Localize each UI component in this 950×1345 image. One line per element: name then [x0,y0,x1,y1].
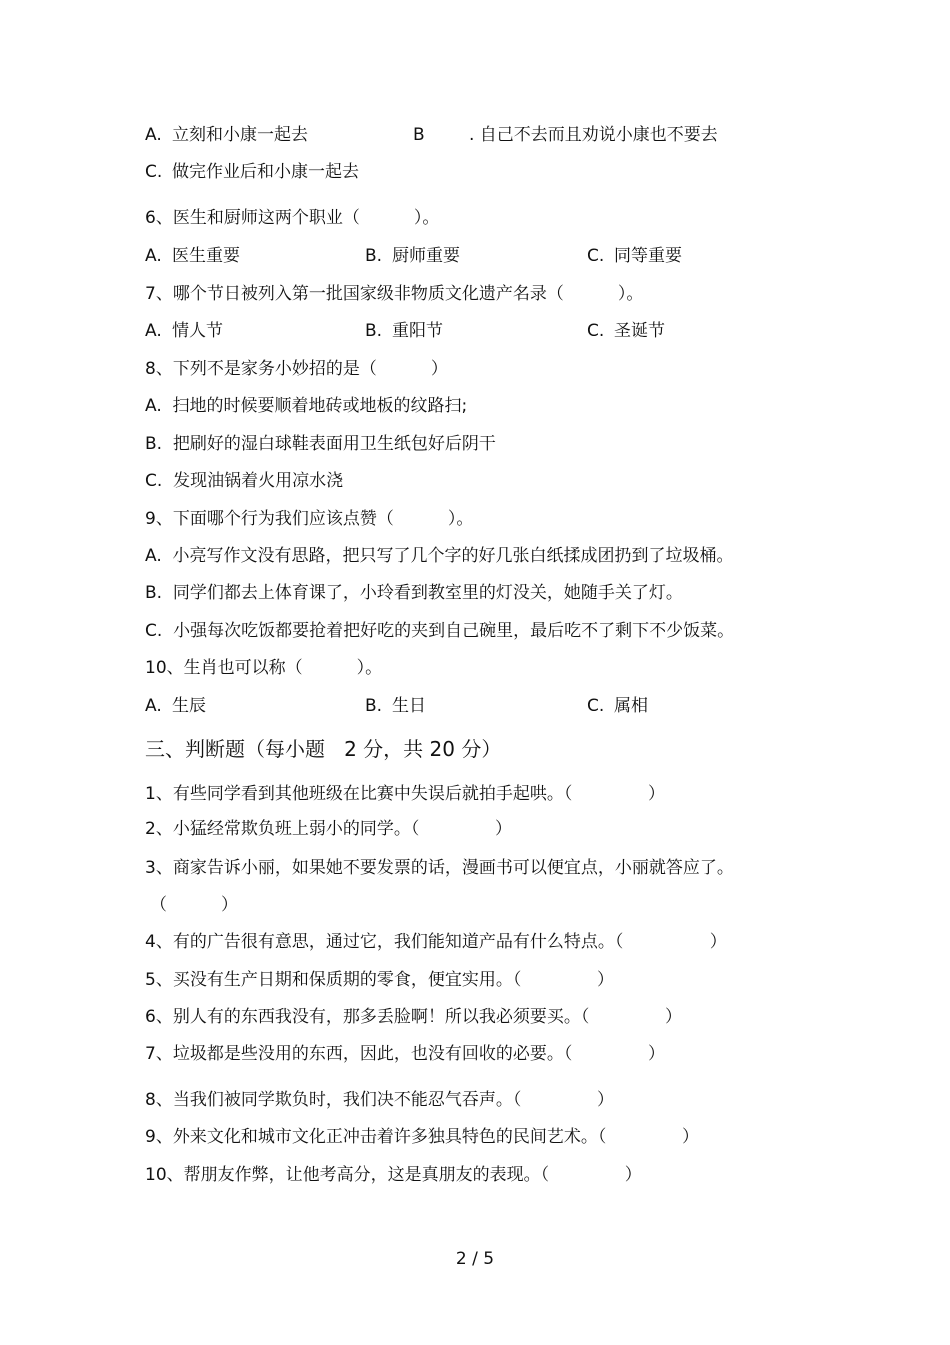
q7-option-b [365,320,443,342]
judge-item-3-paren: （ ） [150,895,239,915]
q6-option-b-letter: B. [365,246,383,266]
q7-option-c [587,320,665,342]
q7-option-c-letter: C. [587,321,605,341]
q7-option-b-text: 重阳节 [392,321,443,341]
q5-option-c [145,161,359,183]
q9-option-c: C. 小强每次吃饭都要抢着把好吃的夹到自己碗里，最后吃不了剩下不少饭菜。 [145,621,735,641]
q8-option-c: C. 发现油锅着火用凉水浇 [145,471,344,491]
q10-option-b-letter: B. [365,696,383,716]
judge-item-10: 10、帮朋友作弊，让他考高分，这是真朋友的表现。（ ） [145,1165,642,1185]
q6-option-b-text: 厨师重要 [392,246,460,266]
q6-option-a-text: 医生重要 [172,246,240,266]
q5-option-b [413,124,718,146]
q7-option-a-letter: A. [145,321,162,341]
judge-item-4: 4、有的广告很有意思，通过它，我们能知道产品有什么特点。（ ） [145,932,727,952]
q7-option-c-text: 圣诞节 [614,321,665,341]
q10-option-c [587,695,648,717]
section-3-heading: 三、判断题（每小题 2 分，共 20 分） [145,737,502,761]
q10-option-b-text: 生日 [392,696,426,716]
q7-option-a [145,320,223,342]
page-number: 2 / 5 [455,1249,495,1269]
q9-option-b: B. 同学们都去上体育课了，小玲看到教室里的灯没关，她随手关了灯。 [145,583,683,603]
judge-item-2: 2、小猛经常欺负班上弱小的同学。（ ） [145,819,512,839]
q9-option-a: A. 小亮写作文没有思路，把只写了几个字的好几张白纸揉成团扔到了垃圾桶。 [145,546,734,566]
judge-item-1: 1、有些同学看到其他班级在比赛中失误后就拍手起哄。（ ） [145,784,665,804]
q5-option-a-text: 立刻和小康一起去 [172,125,308,145]
q10-option-c-letter: C. [587,696,605,716]
q6-option-c [587,245,682,267]
q5-option-c-text: 做完作业后和小康一起去 [172,162,359,182]
q6-option-a [145,245,240,267]
q5-option-b-letter: B [413,125,425,145]
q10-option-b [365,695,426,717]
q6-option-b [365,245,460,267]
judge-item-6: 6、别人有的东西我没有，那多丢脸啊！所以我必须要买。（ ） [145,1007,682,1027]
q7-option-a-text: 情人节 [172,321,223,341]
q6-option-a-letter: A. [145,246,162,266]
q5-option-b-text: . 自己不去而且劝说小康也不要去 [469,125,718,145]
judge-item-3: 3、商家告诉小丽，如果她不要发票的话，漫画书可以便宜点，小丽就答应了。 [145,858,734,878]
question-10: 10、生肖也可以称（ ）。 [145,658,383,678]
judge-item-7: 7、垃圾都是些没用的东西，因此，也没有回收的必要。（ ） [145,1044,665,1064]
judge-item-9: 9、外来文化和城市文化正冲击着许多独具特色的民间艺术。（ ） [145,1127,699,1147]
question-8: 8、下列不是家务小妙招的是（ ） [145,359,448,379]
q8-option-b: B. 把刷好的湿白球鞋表面用卫生纸包好后阴干 [145,434,496,454]
q10-option-a [145,695,206,717]
q8-option-a: A. 扫地的时候要顺着地砖或地板的纹路扫; [145,396,468,416]
judge-item-5: 5、买没有生产日期和保质期的零食，便宜实用。（ ） [145,970,614,990]
q7-option-b-letter: B. [365,321,383,341]
question-6: 6、医生和厨师这两个职业（ ）。 [145,208,440,228]
q10-option-a-text: 生辰 [172,696,206,716]
q5-option-c-letter: C. [145,162,163,182]
q10-option-a-letter: A. [145,696,162,716]
q5-option-a-letter: A. [145,125,162,145]
question-9: 9、下面哪个行为我们应该点赞（ ）。 [145,509,474,529]
q5-option-a [145,124,308,146]
q6-option-c-text: 同等重要 [614,246,682,266]
q6-option-c-letter: C. [587,246,605,266]
judge-item-8: 8、当我们被同学欺负时，我们决不能忍气吞声。（ ） [145,1090,614,1110]
q10-option-c-text: 属相 [614,696,648,716]
question-7: 7、哪个节日被列入第一批国家级非物质文化遗产名录（ ）。 [145,284,644,304]
